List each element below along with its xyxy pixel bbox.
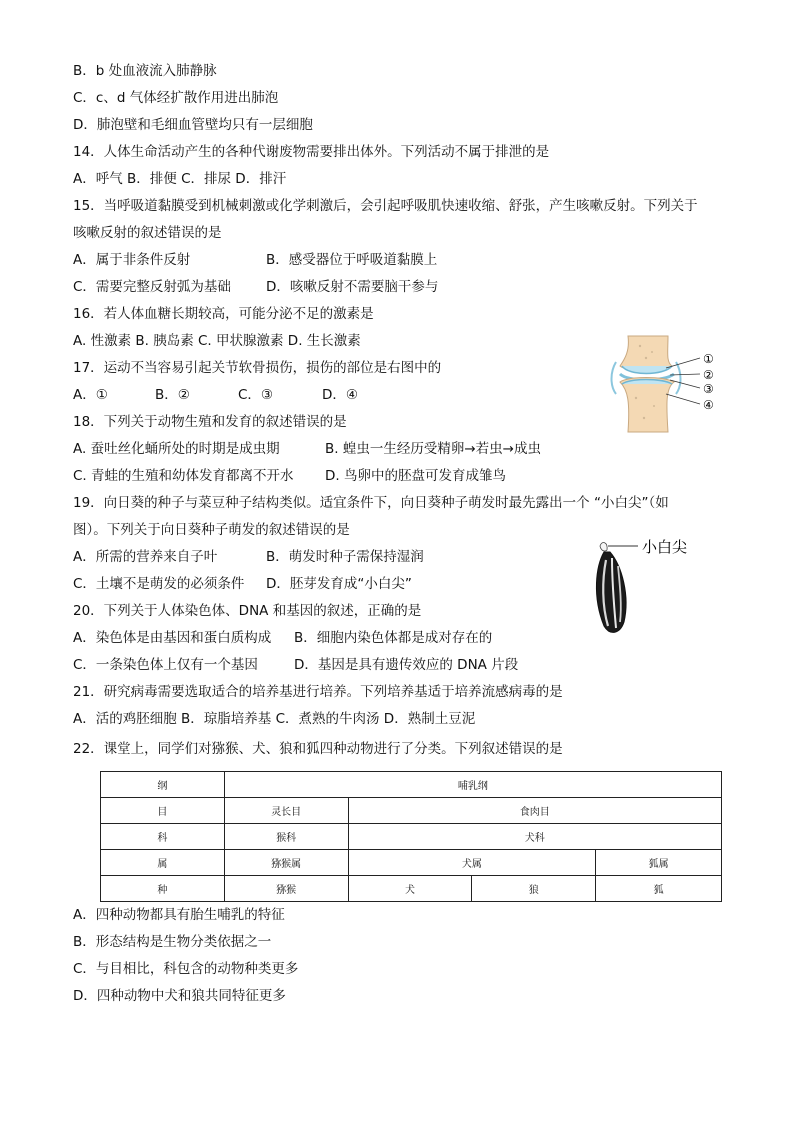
table-row xyxy=(101,798,722,824)
q17-option-b: B．② xyxy=(155,387,190,403)
q22-stem: 22．课堂上，同学们对猕猴、犬、狼和狐四种动物进行了分类。下列叙述错误的是 xyxy=(73,741,563,757)
q20-option-b: B．细胞内染色体都是成对存在的 xyxy=(294,630,493,646)
knee-joint-figure xyxy=(606,332,726,436)
q20-option-a: A．染色体是由基因和蛋白质构成 xyxy=(73,630,272,646)
table-cell: 目 xyxy=(101,798,225,824)
table-cell: 猴科 xyxy=(224,824,348,850)
table-row xyxy=(101,772,722,798)
table-cell: 犬科 xyxy=(348,824,721,850)
q22-option-c: C．与目相比，科包含的动物种类更多 xyxy=(73,961,299,977)
q19-option-c: C．土壤不是萌发的必须条件 xyxy=(73,576,245,592)
q18-option-d: D. 鸟卵中的胚盘可发育成雏鸟 xyxy=(325,468,506,484)
table-row xyxy=(101,876,722,902)
seed-tip-label: 小白尖 xyxy=(642,538,688,556)
table-cell: 犬属 xyxy=(348,850,596,876)
q22-option-d: D．四种动物中犬和狼共同特征更多 xyxy=(73,988,286,1004)
q17-option-d: D．④ xyxy=(322,387,358,403)
q15-option-a: A．属于非条件反射 xyxy=(73,252,191,268)
q13-option-c: C．c、d 气体经扩散作用进出肺泡 xyxy=(73,90,279,106)
table-row xyxy=(101,824,722,850)
q15-stem-line1: 15．当呼吸道黏膜受到机械刺激或化学刺激后，会引起呼吸肌快速收缩、舒张，产生咳嗽反射。下列关于 xyxy=(73,198,698,214)
table-cell: 猕猴 xyxy=(224,876,348,902)
joint-label-2: ② xyxy=(703,368,714,382)
q18-stem: 18．下列关于动物生殖和发育的叙述错误的是 xyxy=(73,414,347,430)
table-cell: 灵长目 xyxy=(224,798,348,824)
q19-option-a: A．所需的营养来自子叶 xyxy=(73,549,218,565)
table-cell: 属 xyxy=(101,850,225,876)
joint-label-1: ① xyxy=(703,352,714,366)
table-cell: 食肉目 xyxy=(348,798,721,824)
table-cell: 狐 xyxy=(596,876,722,902)
table-cell: 犬 xyxy=(348,876,472,902)
joint-label-3: ③ xyxy=(703,382,714,396)
q16-stem: 16．若人体血糖长期较高，可能分泌不足的激素是 xyxy=(73,306,374,322)
q14-options: A．呼气 B．排便 C．排尿 D．排汗 xyxy=(73,171,287,187)
q20-option-d: D．基因是具有遗传效应的 DNA 片段 xyxy=(294,657,519,673)
q19-stem-line1: 19．向日葵的种子与菜豆种子结构类似。适宜条件下，向日葵种子萌发时最先露出一个 “小白尖”（如 xyxy=(73,495,669,511)
q17-option-c: C．③ xyxy=(238,387,274,403)
sunflower-seed-figure xyxy=(590,536,710,636)
table-cell: 哺乳纲 xyxy=(224,772,721,798)
table-row xyxy=(101,850,722,876)
table-cell: 科 xyxy=(101,824,225,850)
q17-stem: 17．运动不当容易引起关节软骨损伤，损伤的部位是右图中的 xyxy=(73,360,442,376)
q13-option-d: D．肺泡壁和毛细血管壁均只有一层细胞 xyxy=(73,117,313,133)
q19-option-d: D．胚芽发育成“小白尖” xyxy=(266,576,412,592)
q15-option-b: B．感受器位于呼吸道黏膜上 xyxy=(266,252,438,268)
table-cell: 纲 xyxy=(101,772,225,798)
q16-options: A. 性激素 B. 胰岛素 C. 甲状腺激素 D. 生长激素 xyxy=(73,333,361,349)
q14-stem: 14．人体生命活动产生的各种代谢废物需要排出体外。下列活动不属于排泄的是 xyxy=(73,144,550,160)
q22-option-b: B．形态结构是生物分类依据之一 xyxy=(73,934,272,950)
q19-stem-line2: 图）。下列关于向日葵种子萌发的叙述错误的是 xyxy=(73,522,350,538)
q21-options: A．活的鸡胚细胞 B．琼脂培养基 C．煮熟的牛肉汤 D．熟制土豆泥 xyxy=(73,711,476,727)
table-cell: 狐属 xyxy=(596,850,722,876)
table-cell: 猕猴属 xyxy=(224,850,348,876)
q20-option-c: C．一条染色体上仅有一个基因 xyxy=(73,657,258,673)
q13-option-b: B．b 处血液流入肺静脉 xyxy=(73,63,217,79)
q17-option-a: A．① xyxy=(73,387,108,403)
q15-stem-line2: 咳嗽反射的叙述错误的是 xyxy=(73,225,222,241)
q15-option-c: C．需要完整反射弧为基础 xyxy=(73,279,231,295)
q22-option-a: A．四种动物都具有胎生哺乳的特征 xyxy=(73,907,285,923)
q15-option-d: D．咳嗽反射不需要脑干参与 xyxy=(266,279,439,295)
joint-label-4: ④ xyxy=(703,398,714,412)
q19-option-b: B．萌发时种子需保持湿润 xyxy=(266,549,424,565)
q20-stem: 20．下列关于人体染色体、DNA 和基因的叙述，正确的是 xyxy=(73,603,422,619)
table-cell: 种 xyxy=(101,876,225,902)
q18-option-a: A. 蚕吐丝化蛹所处的时期是成虫期 xyxy=(73,441,280,457)
taxonomy-table xyxy=(100,771,722,902)
q18-option-b: B. 蝗虫一生经历受精卵→若虫→成虫 xyxy=(325,441,541,457)
q21-stem: 21．研究病毒需要选取适合的培养基进行培养。下列培养基适于培养流感病毒的是 xyxy=(73,684,563,700)
q18-option-c: C. 青蛙的生殖和幼体发育都离不开水 xyxy=(73,468,294,484)
table-cell: 狼 xyxy=(472,876,596,902)
